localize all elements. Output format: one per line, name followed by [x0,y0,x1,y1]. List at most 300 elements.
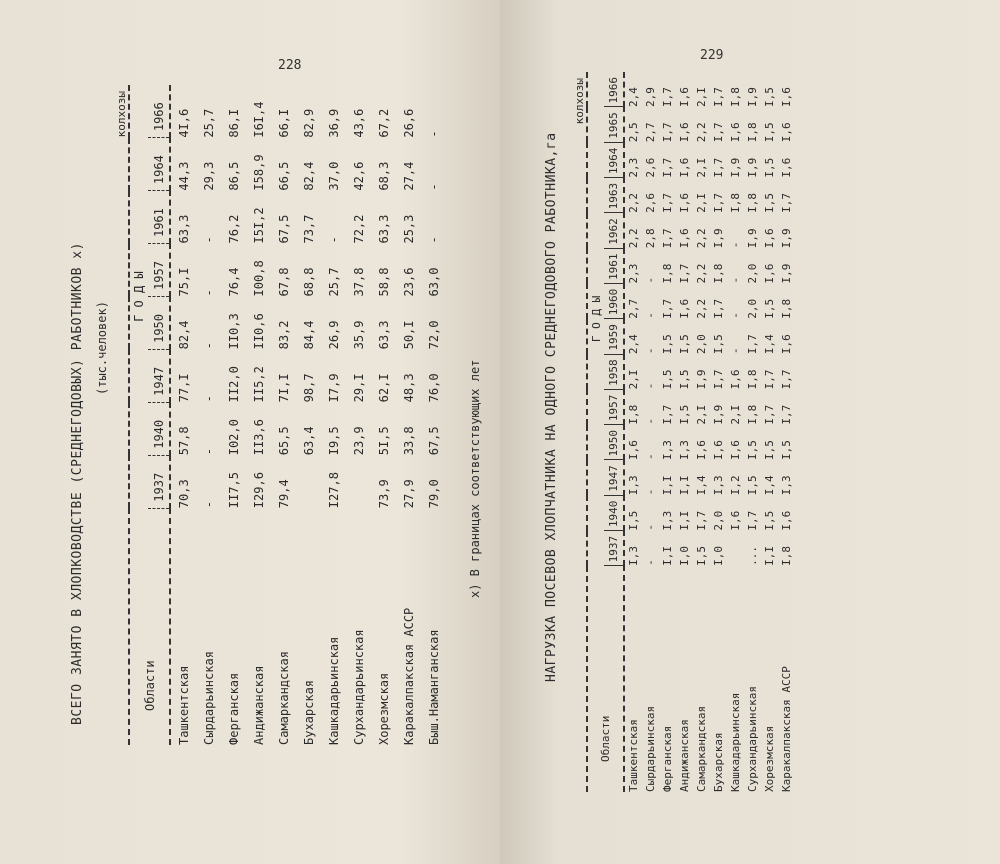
table-cell: 48,3 [401,373,416,403]
table-cell: I,5 [763,157,776,178]
region-name: Хорезмская [376,672,391,745]
year-header: 1959 [604,319,624,354]
table-title: НАГРУЗКА ПОСЕВОВ ХЛОПЧАТНИКА НА ОДНОГО СРЕДНЕГОДОВОГО РАБОТНИКА,га [544,132,559,682]
table-cell: 44,3 [176,161,191,191]
table-cell: I00,8 [251,260,266,297]
table-cell: I,7 [780,193,793,213]
year-header: 1961 [604,248,624,283]
table-cell: 72,0 [426,320,441,350]
table-cell: - [201,448,216,456]
year-header: 1966 [148,85,170,138]
kolkhozy-label: колхозы [115,91,128,138]
table-cell: 66,5 [276,161,291,191]
table-cell: 2,9 [644,87,657,107]
table-cell: I,6 [729,510,742,531]
table-cell: I,5 [763,122,776,143]
page-number: 229 [700,48,724,63]
table-cell: 68,8 [301,267,316,297]
years-header: Г О Д Ы [589,295,603,343]
table-cell: 2,3 [627,263,640,284]
table-cell: I,6 [763,228,776,249]
table-cell: I,6 [627,440,640,460]
employment-table [115,85,446,745]
table-cell: 25,7 [326,267,341,297]
table-cell: II2,0 [226,366,241,403]
table-cell: 83,2 [276,320,291,350]
table-cell: I,9 [712,404,725,425]
region-name: Ташкентская [627,719,640,792]
table-cell: I,0 [712,545,725,566]
year-header: 1940 [604,495,624,530]
table-cell: 43,6 [351,108,366,138]
table-cell: - [644,488,657,496]
table-cell: I,8 [712,263,725,284]
table-cell: ... [746,545,759,566]
region-name: Хорезмская [763,725,776,792]
table-cell: I58,9 [251,154,266,191]
table-cell: 2,I [729,404,742,425]
year-header: 1963 [604,178,624,213]
table-cell: - [201,395,216,403]
year-header: 1964 [604,142,624,177]
region-name: Сурхандарьинская [746,686,759,792]
table-row [321,85,346,745]
table-cell: II0,6 [251,313,266,350]
region-name: Быш.Наманганская [426,629,441,745]
table-cell: 72,2 [351,214,366,244]
table-row [642,72,659,792]
table-cell: I,9 [746,228,759,249]
table-cell: 70,3 [176,479,191,509]
table-cell: I,7 [712,122,725,143]
table-cell: I,7 [712,87,725,107]
table-cell: 2,3 [627,157,640,178]
table-cell: - [644,418,657,425]
table-cell: I,3 [627,475,640,496]
table-cell: I,7 [712,157,725,178]
table-cell: I6I,4 [251,101,266,138]
table-cell: I,7 [661,122,674,143]
table-cell: 25,3 [401,214,416,244]
table-cell: I,6 [678,157,691,178]
table-cell: 2,5 [627,122,640,143]
table-cell: I,5 [746,440,759,460]
table-cell: I,5 [661,369,674,390]
table-cell: I,6 [729,122,742,143]
table-cell: I,7 [661,228,674,249]
table-cell: 7I,I [276,373,291,403]
table-cell: I,6 [780,334,793,355]
table-cell: I,7 [746,334,759,355]
table-cell: 63,3 [176,214,191,244]
year-header: 1947 [604,460,624,495]
table-cell: 2,8 [644,228,657,249]
table-cell: I,6 [678,193,691,213]
table-cell: I,7 [780,404,793,425]
table-row [761,72,778,792]
table-cell: 67,2 [376,108,391,138]
table-row [296,85,321,745]
table-cell: I,4 [695,475,708,496]
year-header: 1950 [148,296,170,349]
table-cell: 76,0 [426,373,441,403]
table-row [625,72,642,792]
table-cell: I,5 [763,510,776,531]
table-cell: 57,8 [176,426,191,456]
table-row [246,85,271,745]
table-cell: I,8 [746,404,759,425]
table-cell: 79,0 [426,479,441,509]
table-cell: 37,8 [351,267,366,297]
table-cell: 82,4 [301,161,316,191]
table-title: ВСЕГО ЗАНЯТО В ХЛОПКОВОДСТВЕ (СРЕДНЕГОДОВЫХ) РАБОТНИКОВ х) [70,242,85,725]
year-header: 1958 [604,354,624,389]
table-cell: 67,5 [276,214,291,244]
table-cell: - [426,130,441,138]
table-cell: - [644,347,657,355]
table-cell: I,7 [661,157,674,178]
table-cell: 79,4 [276,479,291,509]
table-row [171,85,196,745]
table-cell: I29,6 [251,472,266,509]
table-cell: I,7 [661,404,674,425]
table-cell: - [644,559,657,566]
table-row [346,85,371,745]
table-cell: I,6 [780,87,793,107]
table-cell: 63,4 [301,426,316,456]
table-cell: 26,9 [326,320,341,350]
table-row [710,72,727,792]
table-cell: I,7 [695,510,708,531]
table-cell: - [201,289,216,297]
table-cell: I,8 [729,193,742,213]
table-cell: I,9 [695,369,708,390]
table-cell: I,8 [729,87,742,107]
table-cell: I,8 [746,369,759,390]
region-name: Кашкадарьинская [326,636,341,745]
region-name: Кашкадарьинская [729,692,742,792]
table-cell: 86,5 [226,161,241,191]
table-cell: I,7 [661,87,674,107]
table-row [421,85,446,745]
table-cell: I,0 [678,545,691,566]
table-cell: 2,4 [627,87,640,107]
table-cell: 33,8 [401,426,416,456]
table-cell: I,8 [627,404,640,425]
region-header: Области [599,715,612,762]
table-cell: 27,9 [401,479,416,509]
region-name: Ферганская [226,672,241,745]
table-cell: I5I,2 [251,207,266,244]
table-cell: 77,I [176,373,191,403]
table-cell: I,6 [678,228,691,249]
table-cell: I,6 [763,263,776,284]
table-cell: I,I [678,510,691,531]
region-name: Андижанская [251,665,266,745]
table-row [693,72,710,792]
region-name: Сырдарьинская [201,651,216,745]
table-cell: I,3 [627,545,640,566]
table-cell: I,9 [729,157,742,178]
region-header: Области [142,660,157,711]
table-row [196,85,221,745]
table-cell: I,7 [746,510,759,531]
table-cell: - [201,342,216,350]
table-cell: - [729,276,742,284]
table-cell: I,7 [712,298,725,319]
table-cell: 2,2 [695,298,708,319]
table-cell: 2,2 [695,122,708,143]
table-cell: I27,8 [326,472,341,509]
table-cell: I,4 [763,475,776,496]
table-row [676,72,693,792]
table-cell: I,5 [627,510,640,531]
table-cell: 4I,6 [176,108,191,138]
region-name: Ферганская [661,725,674,792]
table-cell: I,6 [780,157,793,178]
table-cell: - [644,276,657,284]
table-cell: I,6 [695,440,708,460]
region-name: Самаркандская [695,705,708,792]
table-row [778,72,795,792]
table-cell: 58,8 [376,267,391,297]
year-header: 1965 [604,107,624,142]
region-name: Андижанская [678,719,691,792]
year-header: 1964 [148,138,170,191]
table-row [271,85,296,745]
table-cell: 82,9 [301,108,316,138]
region-name: Сурхандарьинская [351,629,366,745]
table-cell: I,5 [695,545,708,566]
table-cell: I9,5 [326,426,341,456]
table-cell: 76,4 [226,267,241,297]
table-cell: 23,6 [401,267,416,297]
table-cell: I,6 [678,87,691,107]
table-row [221,85,246,745]
table-cell: 2,0 [746,298,759,319]
table-cell: 73,9 [376,479,391,509]
table-cell: 2,6 [644,157,657,178]
table-cell: I,3 [661,510,674,531]
table-row [744,72,761,792]
table-cell: 84,4 [301,320,316,350]
table-cell: I,I [678,475,691,496]
table-cell: I,7 [712,193,725,213]
table-cell: 63,3 [376,320,391,350]
table-cell: I7,9 [326,373,341,403]
table-cell: I,7 [661,193,674,213]
table-cell: 2,0 [746,263,759,284]
table-cell: 2,0 [712,510,725,531]
table-cell: 68,3 [376,161,391,191]
years-header: Г О Д Ы [132,271,146,322]
region-name: Каракалпакская АССР [401,607,416,745]
table-cell: I,7 [763,404,776,425]
table-cell: I,8 [661,263,674,284]
table-cell: I,9 [780,263,793,284]
table-cell: 63,3 [376,214,391,244]
year-header: 1950 [604,425,624,460]
table-cell: I,6 [729,369,742,390]
table-cell [727,531,744,566]
region-name: Самаркандская [276,651,291,745]
table-cell: I,6 [780,510,793,531]
table-cell: 98,7 [301,373,316,403]
table-cell: I,2 [729,475,742,496]
table-cell: 2,I [627,369,640,390]
table-cell: 2,2 [627,228,640,249]
table-cell: 29,3 [201,161,216,191]
table-cell: I,6 [678,122,691,143]
table-cell [346,455,371,508]
table-cell: 66,I [276,108,291,138]
table-cell: I,5 [712,334,725,355]
table-cell: I,9 [746,157,759,178]
table-subtitle: (тыс.человек) [95,301,109,395]
table-cell: I,6 [712,440,725,460]
table-cell: - [644,453,657,460]
table-cell: 27,4 [401,161,416,191]
table-cell: I,7 [678,263,691,284]
table-cell: - [644,312,657,319]
table-cell: 42,6 [351,161,366,191]
table-cell: I,7 [763,369,776,390]
table-cell: I,5 [678,334,691,355]
table-cell: I,7 [712,369,725,390]
table-cell: I,5 [780,440,793,460]
table-cell: I,8 [746,193,759,213]
right-page [500,0,1000,864]
table-cell: - [426,236,441,244]
page-number: 228 [278,58,302,73]
table-cell: I,8 [746,122,759,143]
table-cell: 2,2 [627,193,640,213]
table-cell: II7,5 [226,472,241,509]
table-cell: I,I [661,545,674,566]
table-cell: 2,4 [627,334,640,355]
table-cell: 25,7 [201,108,216,138]
table-cell: I,3 [661,440,674,460]
table-cell: 2,I [695,404,708,425]
table-cell: 76,2 [226,214,241,244]
table-cell: 2,7 [644,122,657,143]
region-name: Бухарская [301,679,316,745]
year-header: 1957 [148,244,170,297]
table-cell: 2,6 [644,193,657,213]
table-cell: I,3 [780,475,793,496]
table-cell: I,8 [780,298,793,319]
table-cell: I,I [763,545,776,566]
rotated-content [60,85,446,745]
region-name: Бухарская [712,732,725,792]
table-cell: 2,I [695,157,708,178]
table-cell: I02,0 [226,419,241,456]
year-header: 1937 [148,455,170,508]
year-header: 1966 [604,72,624,107]
table-cell: 26,6 [401,108,416,138]
year-header: 1957 [604,389,624,424]
table-cell: - [201,236,216,244]
table-cell [296,455,321,508]
table-cell: - [729,241,742,249]
rotated-content [540,72,795,792]
table-row [371,85,396,745]
table-cell: 62,I [376,373,391,403]
table-cell: 36,9 [326,108,341,138]
table-cell: I,5 [763,440,776,460]
region-name: Сырдарьинская [644,705,657,792]
table-cell: I,6 [729,440,742,460]
table-cell: 2,I [695,87,708,107]
table-cell: 65,5 [276,426,291,456]
table-cell: I,5 [678,369,691,390]
year-header: 1940 [148,402,170,455]
table-cell: 73,7 [301,214,316,244]
table-cell: I,5 [763,193,776,213]
table-cell: I,7 [780,369,793,390]
table-cell: 63,0 [426,267,441,297]
table-cell: 2,I [695,193,708,213]
table-row [659,72,676,792]
table-cell: 35,9 [351,320,366,350]
table-cell: 23,9 [351,426,366,456]
table-cell: I,5 [746,475,759,496]
table-cell: I,5 [661,334,674,355]
table-cell: I,3 [712,475,725,496]
table-cell: - [426,183,441,191]
table-cell: I,6 [780,122,793,143]
year-header: 1960 [604,283,624,318]
table-cell: I,9 [712,228,725,249]
table-cell: 86,I [226,108,241,138]
table-cell: 2,2 [695,228,708,249]
region-name: Каракалпакская АССР [780,666,793,792]
region-name: Ташкентская [176,665,191,745]
table-cell: I,4 [763,334,776,355]
year-header: 1961 [148,191,170,244]
table-cell: - [729,347,742,355]
table-cell: I,3 [678,440,691,460]
table-cell: 67,8 [276,267,291,297]
table-cell: - [326,236,341,244]
table-cell: 75,I [176,267,191,297]
year-header: 1947 [148,349,170,402]
table-cell: 37,0 [326,161,341,191]
year-header: 1937 [604,531,624,566]
table-row [396,85,421,745]
table-cell: I,8 [780,545,793,566]
table-cell: II0,3 [226,313,241,350]
table-cell: - [201,500,216,509]
table-cell: 67,5 [426,426,441,456]
table-cell: II5,2 [251,366,266,403]
load-table [573,72,795,792]
table-cell: I,9 [746,87,759,107]
footnote-block [468,360,482,598]
table-cell: II3,6 [251,419,266,456]
year-header: 1962 [604,213,624,248]
table-cell: 29,I [351,373,366,403]
table-cell: I,5 [763,298,776,319]
table-cell: 2,7 [627,298,640,319]
table-cell: I,7 [661,298,674,319]
table-cell: I,I [661,475,674,496]
table-cell: - [644,523,657,531]
table-cell: 50,I [401,320,416,350]
table-cell: I,6 [678,298,691,319]
table-cell: 2,2 [695,263,708,284]
table-cell: 5I,5 [376,426,391,456]
